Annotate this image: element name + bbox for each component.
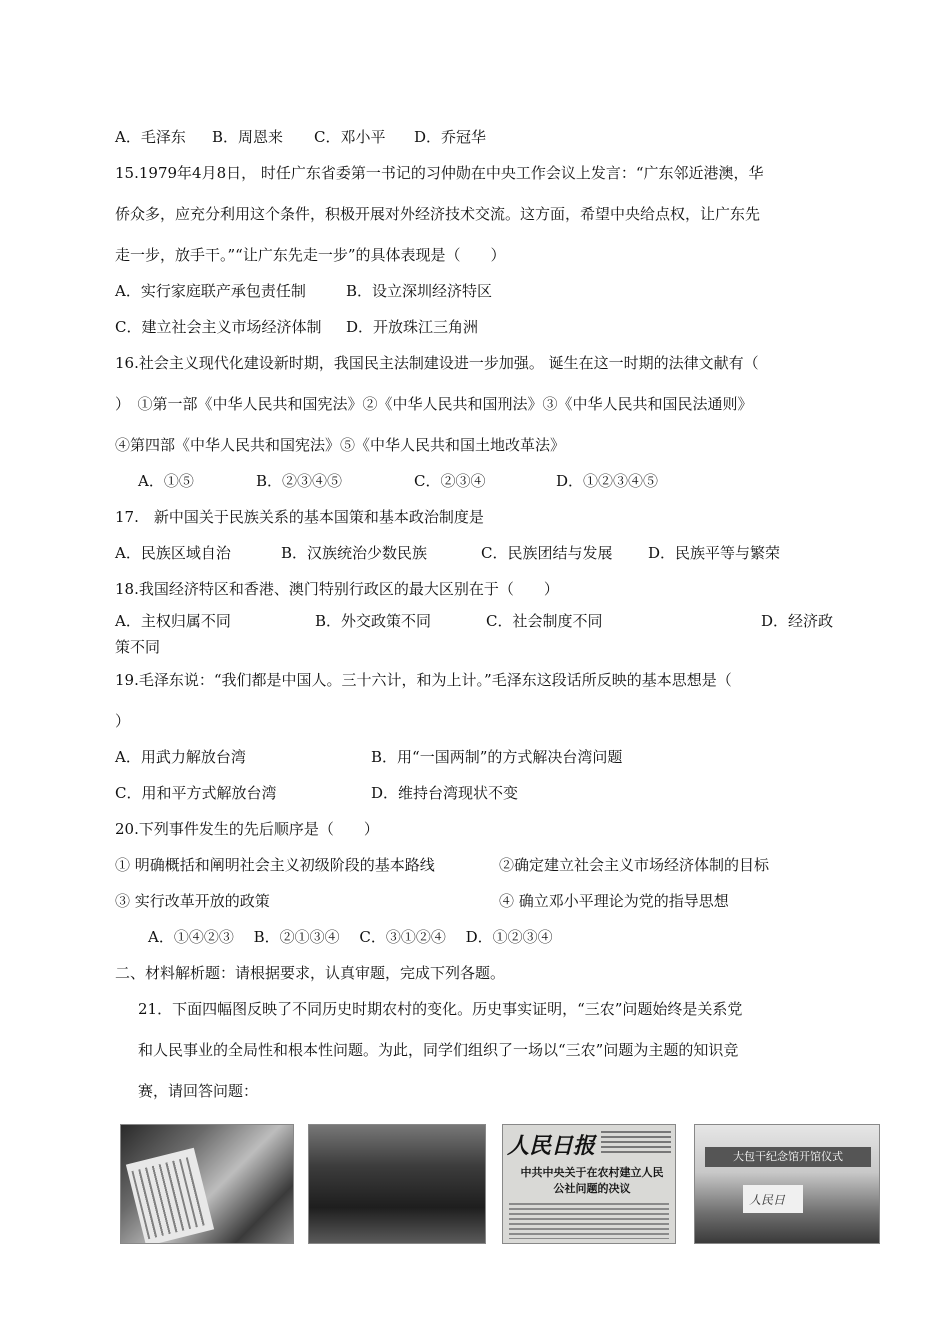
q14-option-a: A．毛泽东 [115,128,186,146]
ceremony-sign: 人民日 [749,1193,786,1207]
newspaper-headline: 中共中央关于在农村建立人民公社问题的决议 [520,1166,664,1195]
q16-stem-line-2: ） ①第一部《中华人民共和国宪法》②《中华人民共和国刑法》③《中华人民共和国民法通则》 [115,395,753,413]
q18-option-b: B．外交政策不同 [315,612,432,630]
q16-option-a: A．①⑤ [138,472,194,490]
q16-stem-line-3: ④第四部《中华人民共和国宪法》⑤《中华人民共和国土地改革法》 [115,436,566,454]
q17-option-a: A．民族区域自治 [115,544,231,562]
q18-stem: 18.我国经济特区和香港、澳门特别行政区的最大区别在于（ ） [115,580,559,598]
q14-option-b: B．周恩来 [212,128,284,146]
q15-stem-line-2: 侨众多，应充分利用这个条件，积极开展对外经济技术交流。这方面，希望中央给点权，让广东先 [115,205,761,223]
photo-villagers-crowd [308,1124,486,1244]
q19-option-a: A．用武力解放台湾 [115,748,246,766]
q19-option-c: C．用和平方式解放台湾 [115,784,277,802]
q20-item-3: ③ 实行改革开放的政策 [115,892,270,910]
q17-option-b: B．汉族统治少数民族 [281,544,428,562]
q20-item-4: ④ 确立邓小平理论为党的指导思想 [499,892,729,910]
q17-option-c: C．民族团结与发展 [481,544,613,562]
q16-option-d: D．①②③④⑤ [556,472,659,490]
photo-museum-opening-ceremony [694,1124,880,1244]
q21-stem-line-2: 和人民事业的全局性和根本性问题。为此，同学们组织了一场以“三农”问题为主题的知识竞 [138,1041,739,1059]
q15-option-a: A．实行家庭联产承包责任制 [115,282,306,300]
q19-stem-line-2: ） [115,712,131,730]
q18-option-c: C．社会制度不同 [486,612,603,630]
q14-option-c: C．邓小平 [314,128,386,146]
q18-option-d: D．经济政 [761,612,834,630]
q19-stem-line-1: 19.毛泽东说：“我们都是中国人。三十六计，和为上计。”毛泽东这段话所反映的基本思想是（ [115,671,732,689]
section-2-title: 二、材料解析题：请根据要求，认真审题，完成下列各题。 [115,964,506,982]
q15-stem-line-3: 走一步，放手干。”“让广东先走一步”的具体表现是（ ） [115,246,506,264]
q16-option-c: C．②③④ [414,472,486,490]
ceremony-banner: 大包干纪念馆开馆仪式 [705,1147,871,1167]
q21-stem-line-3: 赛，请回答问题： [138,1082,259,1100]
q15-option-b: B．设立深圳经济特区 [346,282,493,300]
q17-option-d: D．民族平等与繁荣 [648,544,781,562]
q20-item-2: ②确定建立社会主义市场经济体制的目标 [499,856,770,874]
q16-stem-line-1: 16.社会主义现代化建设新时期，我国民主法制建设进一步加强。 诞生在这一时期的法律文献有（ [115,354,759,372]
q15-option-d: D．开放珠江三角洲 [346,318,479,336]
newspaper-masthead: 人民日报 [507,1133,596,1159]
q19-option-b: B．用“一国两制”的方式解决台湾问题 [371,748,623,766]
q21-stem-line-1: 21．下面四幅图反映了不同历史时期农村的变化。历史事实证明，“三农”问题始终是关系党 [138,1000,743,1018]
q19-option-d: D．维持台湾现状不变 [371,784,519,802]
q16-option-b: B．②③④⑤ [256,472,343,490]
q20-item-1: ① 明确概括和阐明社会主义初级阶段的基本路线 [115,856,435,874]
q18-option-d-wrap: 策不同 [115,638,161,656]
q20-options: A．①④②③ B．②①③④ C．③①②④ D．①②③④ [148,928,553,946]
photo-peoples-daily-newspaper [502,1124,676,1244]
q14-option-d: D．乔冠华 [414,128,487,146]
photo-land-reform-document [120,1124,294,1244]
q15-option-c: C．建立社会主义市场经济体制 [115,318,322,336]
q17-stem: 17. 新中国关于民族关系的基本国策和基本政治制度是 [115,508,484,526]
q15-stem-line-1: 15.1979年4月8日， 时任广东省委第一书记的习仲勋在中央工作会议上发言：“广东邻近港澳，华 [115,164,764,182]
q20-stem: 20.下列事件发生的先后顺序是（ ） [115,820,379,838]
q18-option-a: A．主权归属不同 [115,612,231,630]
